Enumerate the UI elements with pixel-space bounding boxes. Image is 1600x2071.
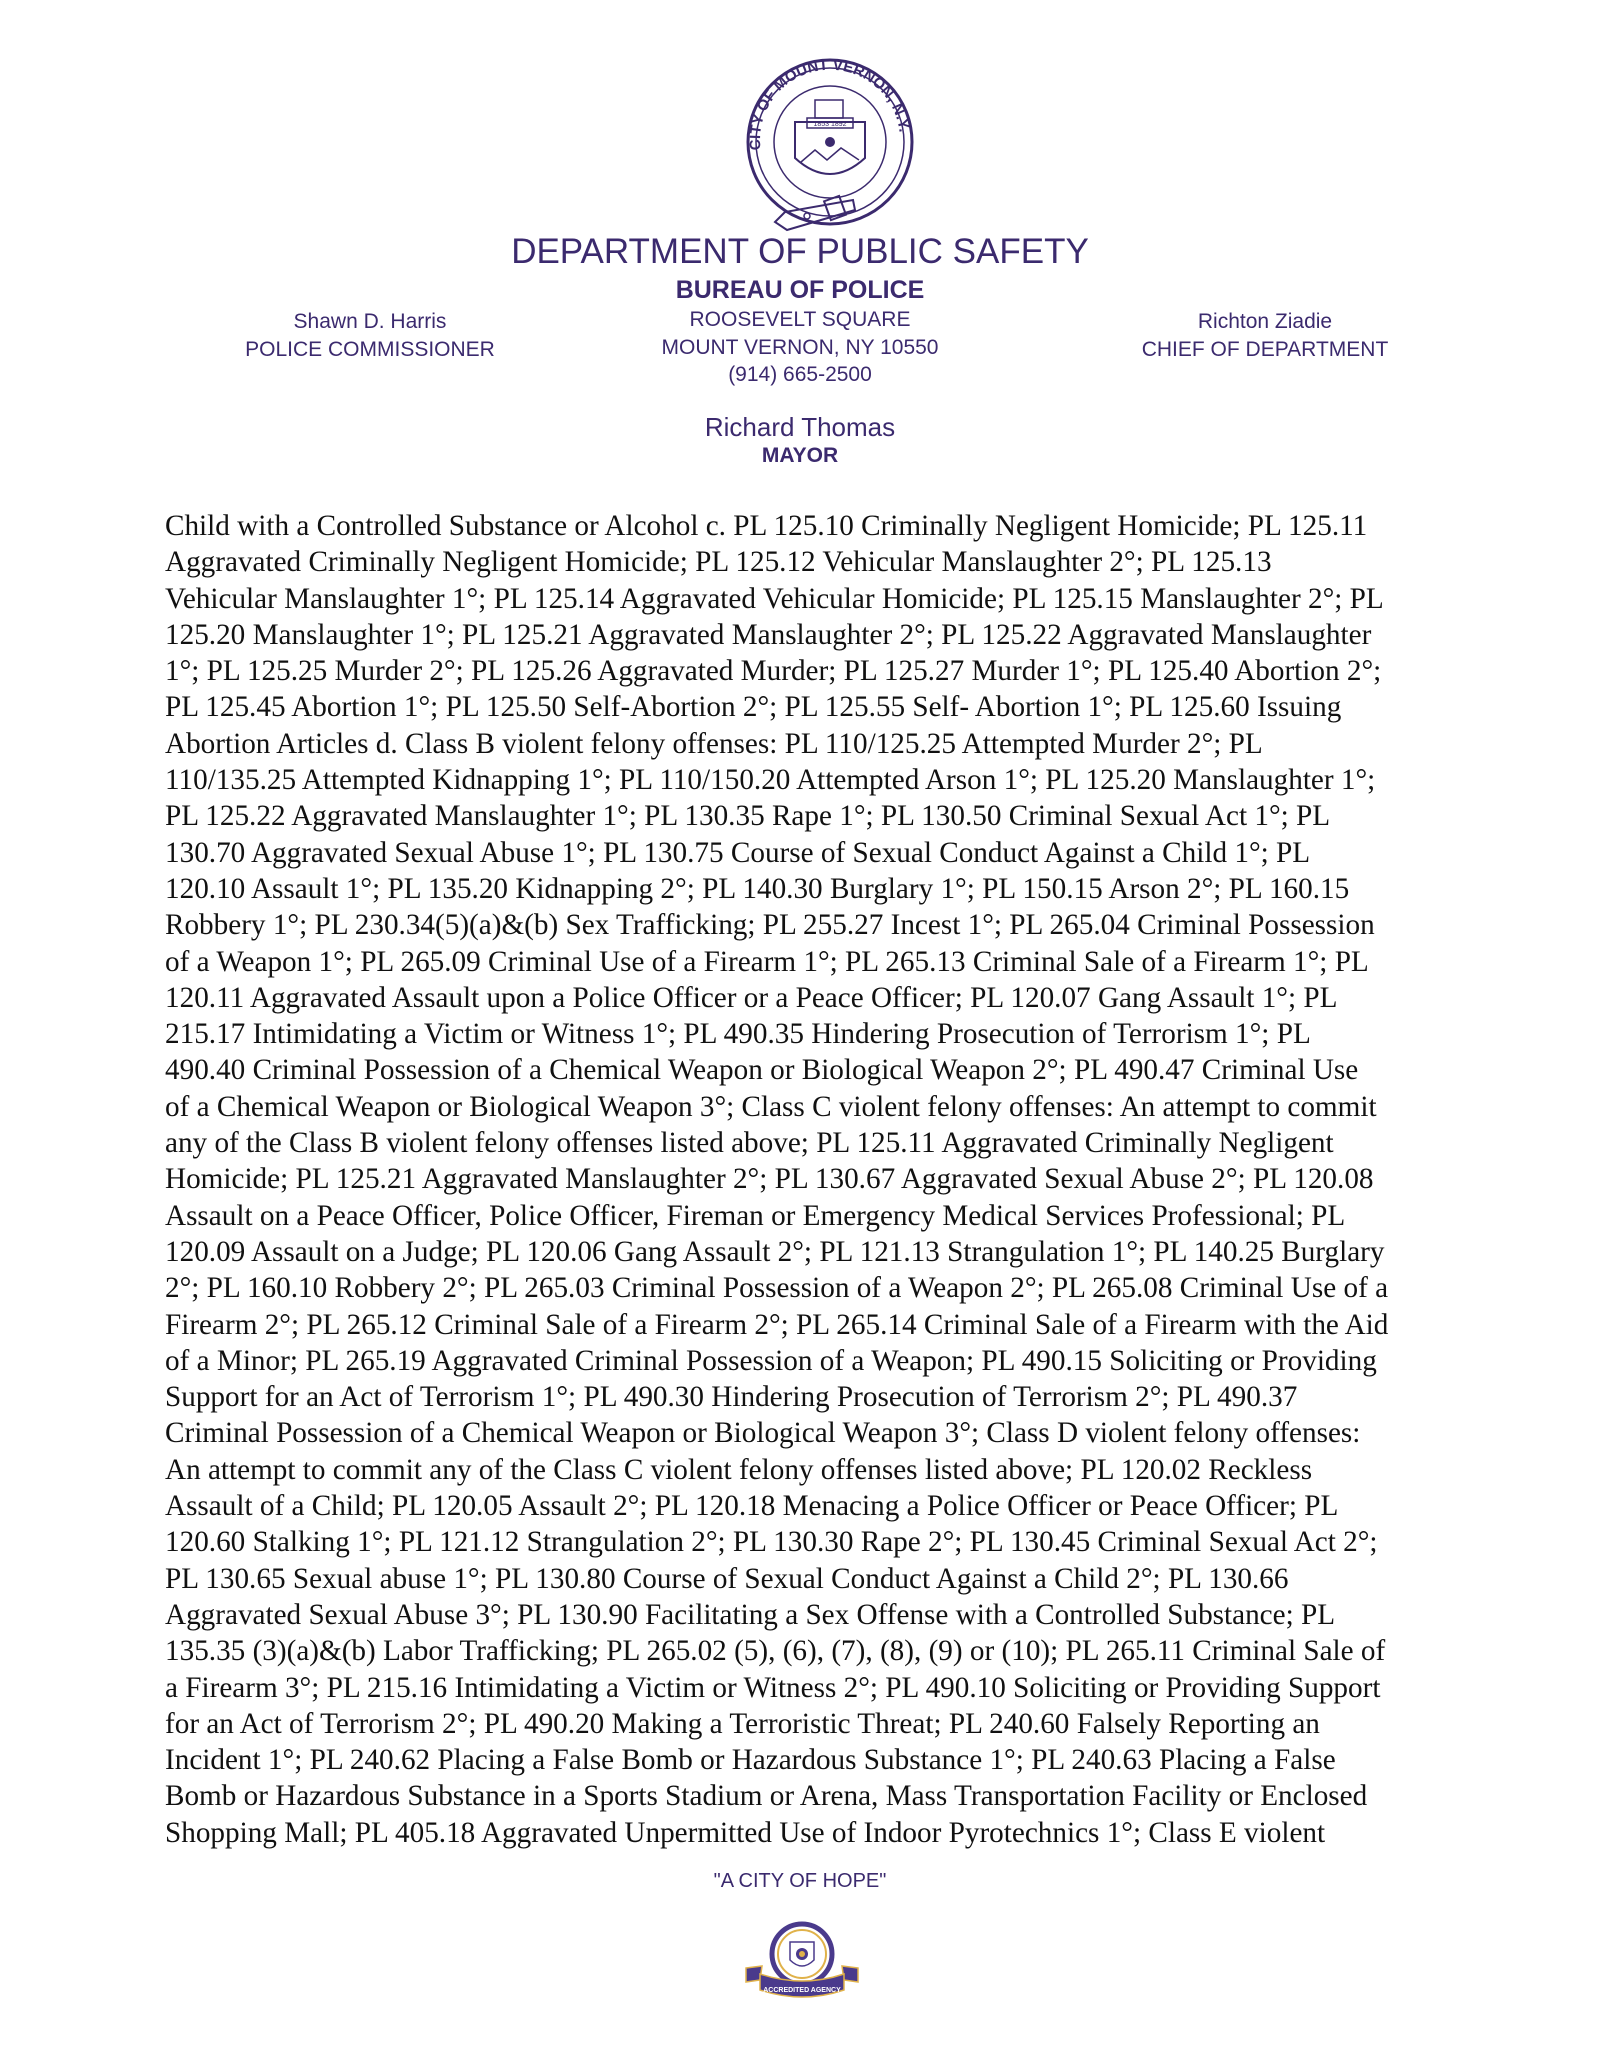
body-text-line: 1°; PL 125.25 Murder 2°; PL 125.26 Aggravated Murder; PL 125.27 Murder 1°; PL 125.40 Abortion 2°; — [165, 655, 1382, 688]
mayor-name: Richard Thomas — [704, 412, 896, 442]
chief-title: CHIEF OF DEPARTMENT — [1141, 338, 1389, 361]
phone-number: (914) 665-2500 — [728, 363, 872, 386]
body-text-line: of a Minor; PL 265.19 Aggravated Criminal Possession of a Weapon; PL 490.15 Soliciting or Providing — [165, 1344, 1377, 1377]
body-text-line: Aggravated Criminally Negligent Homicide; PL 125.12 Vehicular Manslaughter 2°; PL 125.13 — [165, 546, 1272, 579]
chief-block — [1100, 308, 1430, 364]
address-line-1: ROOSEVELT SQUARE — [689, 308, 911, 331]
body-text-line: Assault on a Peace Officer, Police Officer, Fireman or Emergency Medical Services Professional; PL — [165, 1199, 1346, 1232]
body-text-line: 490.40 Criminal Possession of a Chemical Weapon or Biological Weapon 2°; PL 490.47 Criminal Use — [165, 1054, 1359, 1087]
body-text-line: An attempt to commit any of the Class C violent felony offenses listed above; PL 120.02 Reckless — [165, 1453, 1313, 1486]
city-seal-icon — [735, 50, 925, 240]
body-text-line: of a Weapon 1°; PL 265.09 Criminal Use of a Firearm 1°; PL 265.13 Criminal Sale of a Firearm 1°; PL — [165, 945, 1369, 978]
body-text-line: 2°; PL 160.10 Robbery 2°; PL 265.03 Criminal Possession of a Weapon 2°; PL 265.08 Criminal Use of a — [165, 1272, 1389, 1305]
commissioner-name: Shawn D. Harris — [293, 310, 447, 333]
accreditation-badge-icon — [742, 1918, 862, 2008]
body-text-line: Aggravated Sexual Abuse 3°; PL 130.90 Facilitating a Sex Offense with a Controlled Substance; PL — [165, 1598, 1336, 1631]
body-text-line: Incident 1°; PL 240.62 Placing a False Bomb or Hazardous Substance 1°; PL 240.63 Placing a False — [165, 1744, 1336, 1777]
city-motto: "A CITY OF HOPE" — [713, 1870, 887, 1892]
body-text-line: Vehicular Manslaughter 1°; PL 125.14 Aggravated Vehicular Homicide; PL 125.15 Manslaughter 2°; PL — [165, 582, 1384, 615]
svg-text:1853 1892: 1853 1892 — [813, 121, 847, 128]
svg-text:CITY OF MOUNT VERNON, N.Y.: CITY OF MOUNT VERNON, N.Y. — [746, 56, 913, 151]
body-text-line: 125.20 Manslaughter 1°; PL 125.21 Aggravated Manslaughter 2°; PL 125.22 Aggravated Manslaughter — [165, 618, 1372, 651]
body-text-line: 120.60 Stalking 1°; PL 121.12 Strangulation 2°; PL 130.30 Rape 2°; PL 130.45 Criminal Sexual Act 2°; — [165, 1526, 1378, 1559]
body-text-line: Assault of a Child; PL 120.05 Assault 2°; PL 120.18 Menacing a Police Officer or Peace Officer; PL — [165, 1490, 1339, 1523]
body-text-line: 215.17 Intimidating a Victim or Witness 1°; PL 490.35 Hindering Prosecution of Terrorism 1°; PL — [165, 1018, 1311, 1051]
body-text-line: 130.70 Aggravated Sexual Abuse 1°; PL 130.75 Course of Sexual Conduct Against a Child 1°; PL — [165, 836, 1311, 869]
body-text-line: Child with a Controlled Substance or Alcohol c. PL 125.10 Criminally Negligent Homicide; PL 125.11 — [165, 510, 1368, 542]
body-text-line: Bomb or Hazardous Substance in a Sports Stadium or Arena, Mass Transportation Facility or Enclosed — [165, 1780, 1368, 1813]
svg-text:ACCREDITED AGENCY: ACCREDITED AGENCY — [763, 1987, 841, 1994]
body-text-line: any of the Class B violent felony offenses listed above; PL 125.11 Aggravated Criminally Negligent — [165, 1127, 1334, 1160]
body-text-line: for an Act of Terrorism 2°; PL 490.20 Making a Terroristic Threat; PL 240.60 Falsely Reporting an — [165, 1707, 1320, 1740]
body-text-line: 120.10 Assault 1°; PL 135.20 Kidnapping 2°; PL 140.30 Burglary 1°; PL 150.15 Arson 2°; PL 160.15 — [165, 872, 1350, 905]
body-text-line: PL 130.65 Sexual abuse 1°; PL 130.80 Course of Sexual Conduct Against a Child 2°; PL 130.66 — [165, 1562, 1289, 1595]
commissioner-title: POLICE COMMISSIONER — [245, 338, 495, 361]
address-line-2: MOUNT VERNON, NY 10550 — [661, 336, 939, 359]
body-text-line: 120.11 Aggravated Assault upon a Police Officer or a Peace Officer; PL 120.07 Gang Assault 1°; PL — [165, 981, 1338, 1014]
body-text-line: 120.09 Assault on a Judge; PL 120.06 Gang Assault 2°; PL 121.13 Strangulation 1°; PL 140.25 Burglary — [165, 1235, 1385, 1268]
body-text-line: Criminal Possession of a Chemical Weapon or Biological Weapon 3°; Class D violent felony offenses: — [165, 1417, 1361, 1450]
letterhead — [0, 0, 1600, 470]
body-text-line: 135.35 (3)(a)&(b) Labor Trafficking; PL 265.02 (5), (6), (7), (8), (9) or (10); PL 265.11 Criminal Sale of — [165, 1635, 1386, 1668]
body-text-line: Shopping Mall; PL 405.18 Aggravated Unpermitted Use of Indoor Pyrotechnics 1°; Class E violent — [165, 1816, 1326, 1849]
document-body — [165, 508, 1495, 1851]
body-text-line: Homicide; PL 125.21 Aggravated Manslaughter 2°; PL 130.67 Aggravated Sexual Abuse 2°; PL 120.08 — [165, 1163, 1374, 1196]
body-text-line: Robbery 1°; PL 230.34(5)(a)&(b) Sex Trafficking; PL 255.27 Incest 1°; PL 265.04 Criminal Possession — [165, 909, 1375, 942]
bureau-title: BUREAU OF POLICE — [675, 276, 925, 304]
chief-name: Richton Ziadie — [1197, 310, 1333, 333]
department-title: DEPARTMENT OF PUBLIC SAFETY — [511, 232, 1089, 271]
body-text-line: PL 125.45 Abortion 1°; PL 125.50 Self-Abortion 2°; PL 125.55 Self- Abortion 1°; PL 125.60 Issuing — [165, 691, 1342, 724]
body-text-line: Support for an Act of Terrorism 1°; PL 490.30 Hindering Prosecution of Terrorism 2°; PL 490.37 — [165, 1381, 1298, 1414]
mayor-title: MAYOR — [761, 444, 839, 467]
body-text-line: 110/135.25 Attempted Kidnapping 1°; PL 110/150.20 Attempted Arson 1°; PL 125.20 Manslaughter 1°; — [165, 764, 1376, 797]
body-text-line: Firearm 2°; PL 265.12 Criminal Sale of a Firearm 2°; PL 265.14 Criminal Sale of a Firearm with the Aid — [165, 1308, 1389, 1341]
body-text-line: PL 125.22 Aggravated Manslaughter 1°; PL 130.35 Rape 1°; PL 130.50 Criminal Sexual Act 1°; PL — [165, 800, 1331, 833]
body-text-line: Abortion Articles d. Class B violent felony offenses: PL 110/125.25 Attempted Murder 2°; PL — [165, 727, 1263, 760]
body-text-line: of a Chemical Weapon or Biological Weapon 3°; Class C violent felony offenses: An attempt to commit — [165, 1090, 1377, 1123]
body-text-line: a Firearm 3°; PL 215.16 Intimidating a Victim or Witness 2°; PL 490.10 Soliciting or Providing Support — [165, 1671, 1381, 1704]
